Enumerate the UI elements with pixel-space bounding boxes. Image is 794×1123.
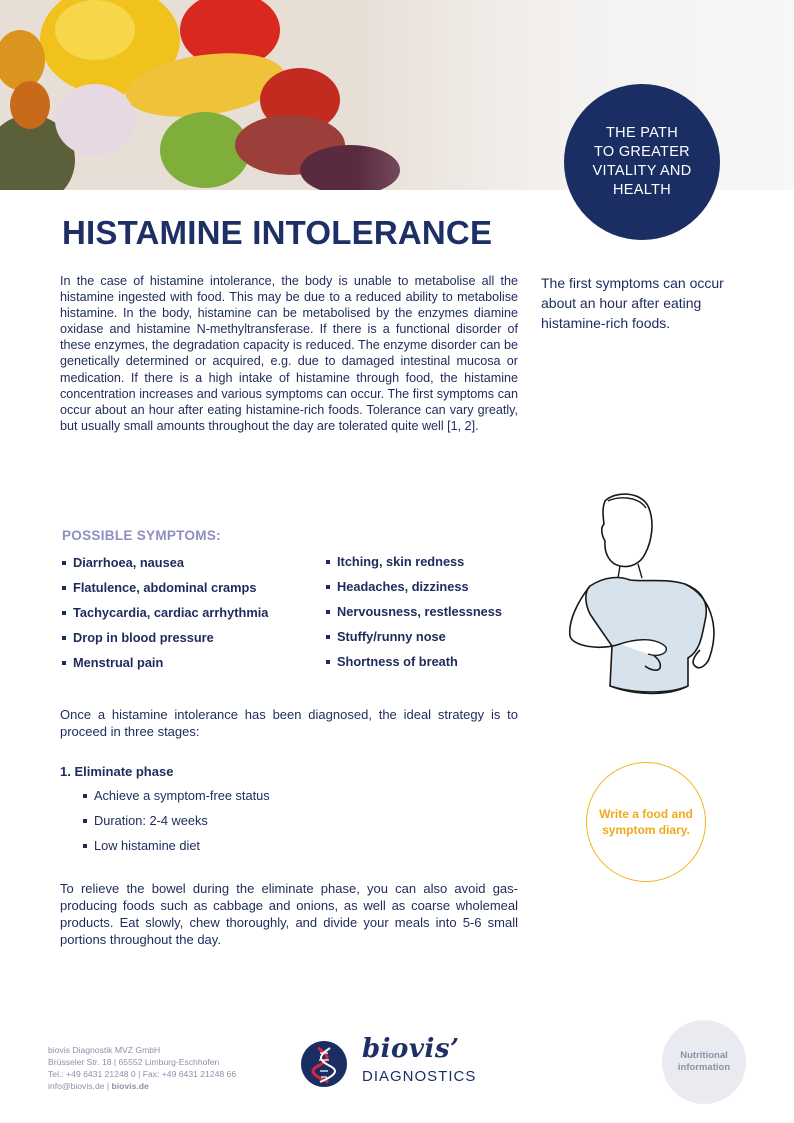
list-item: Flatulence, abdominal cramps (62, 578, 268, 603)
dna-logo-icon (300, 1040, 348, 1088)
tagline-badge (564, 84, 720, 240)
diary-tip-circle (586, 762, 706, 882)
list-item: Headaches, dizziness (326, 577, 502, 602)
footer-phone: Tel.: +49 6431 21248 0 | Fax: +49 6431 21248 66 (48, 1069, 237, 1079)
nutritional-information-label: Nutritional information (677, 1050, 731, 1073)
footer-company: biovis Diagnostik MVZ GmbH (48, 1045, 161, 1055)
diary-tip-text: Write a food and symptom diary. (599, 807, 693, 837)
logo-subtitle: DIAGNOSTICS (362, 1068, 477, 1085)
list-item: Itching, skin redness (326, 552, 502, 577)
intro-paragraph: In the case of histamine intolerance, the body is unable to metabolise all the histamine ingested with food. This may be due to a reduced ability to metabolise histamine. In the body, histamine can be metabolised by the enzymes diamine oxidase and histamine N-methyltransferase. If there is a functional disorder of these enzymes, the degradation capacity is reduced. The enzyme disorder can be genetically determined or acquired, e.g. due to damaged intestinal mucosa or medication. If there is a high intake of histamine through food, the histamine concentration increases and various symptoms can occur. The first symptoms can occur about an hour after eating histamine-rich foods. Tolerance can vary greatly, but usually small amounts throughout the day are tolerated quite well [1, 2]. (60, 274, 518, 433)
page-title: HISTAMINE INTOLERANCE (62, 214, 493, 251)
phase-list (83, 786, 270, 861)
phase-heading: 1. Eliminate phase (60, 764, 174, 779)
list-item: Drop in blood pressure (62, 628, 268, 653)
nutritional-information-badge (662, 1020, 746, 1104)
strategy-paragraph: Once a histamine intolerance has been diagnosed, the ideal strategy is to proceed in three stages: (60, 707, 518, 739)
footer-contact (48, 1044, 236, 1092)
symptoms-list-right (326, 552, 502, 677)
list-item: Shortness of breath (326, 652, 502, 677)
list-item: Nervousness, restlessness (326, 602, 502, 627)
footer-web-row (48, 1080, 236, 1092)
list-item: Stuffy/runny nose (326, 627, 502, 652)
symptoms-heading: POSSIBLE SYMPTOMS: (62, 528, 221, 543)
footer-website[interactable]: biovis.de (111, 1081, 149, 1091)
footer-separator: | (104, 1081, 112, 1091)
list-item: Diarrhoea, nausea (62, 553, 268, 578)
list-item: Duration: 2-4 weeks (83, 811, 270, 836)
person-stomachache-illustration (560, 486, 730, 701)
list-item: Menstrual pain (62, 653, 268, 678)
footer-address: Brüsseler Str. 18 | 65552 Limburg-Eschhofen (48, 1057, 220, 1067)
list-item: Achieve a symptom-free status (83, 786, 270, 811)
list-item: Low histamine diet (83, 836, 270, 861)
symptoms-list-left (62, 553, 268, 678)
list-item: Tachycardia, cardiac arrhythmia (62, 603, 268, 628)
footer-email[interactable]: info@biovis.de (48, 1081, 105, 1091)
relief-paragraph: To relieve the bowel during the eliminate phase, you can also avoid gas-producing foods such as cabbage and onions, as well as coarse wholemeal products. Eat slowly, chew thoroughly, and divide your meals into 5-6 small portions throughout the day. (60, 881, 518, 947)
tagline-text: THE PATH TO GREATER VITALITY AND HEALTH (592, 125, 692, 198)
logo-wordmark: biovis’ (362, 1034, 460, 1064)
sidenote-callout: The first symptoms can occur about an hour after eating histamine-rich foods. (541, 275, 724, 331)
